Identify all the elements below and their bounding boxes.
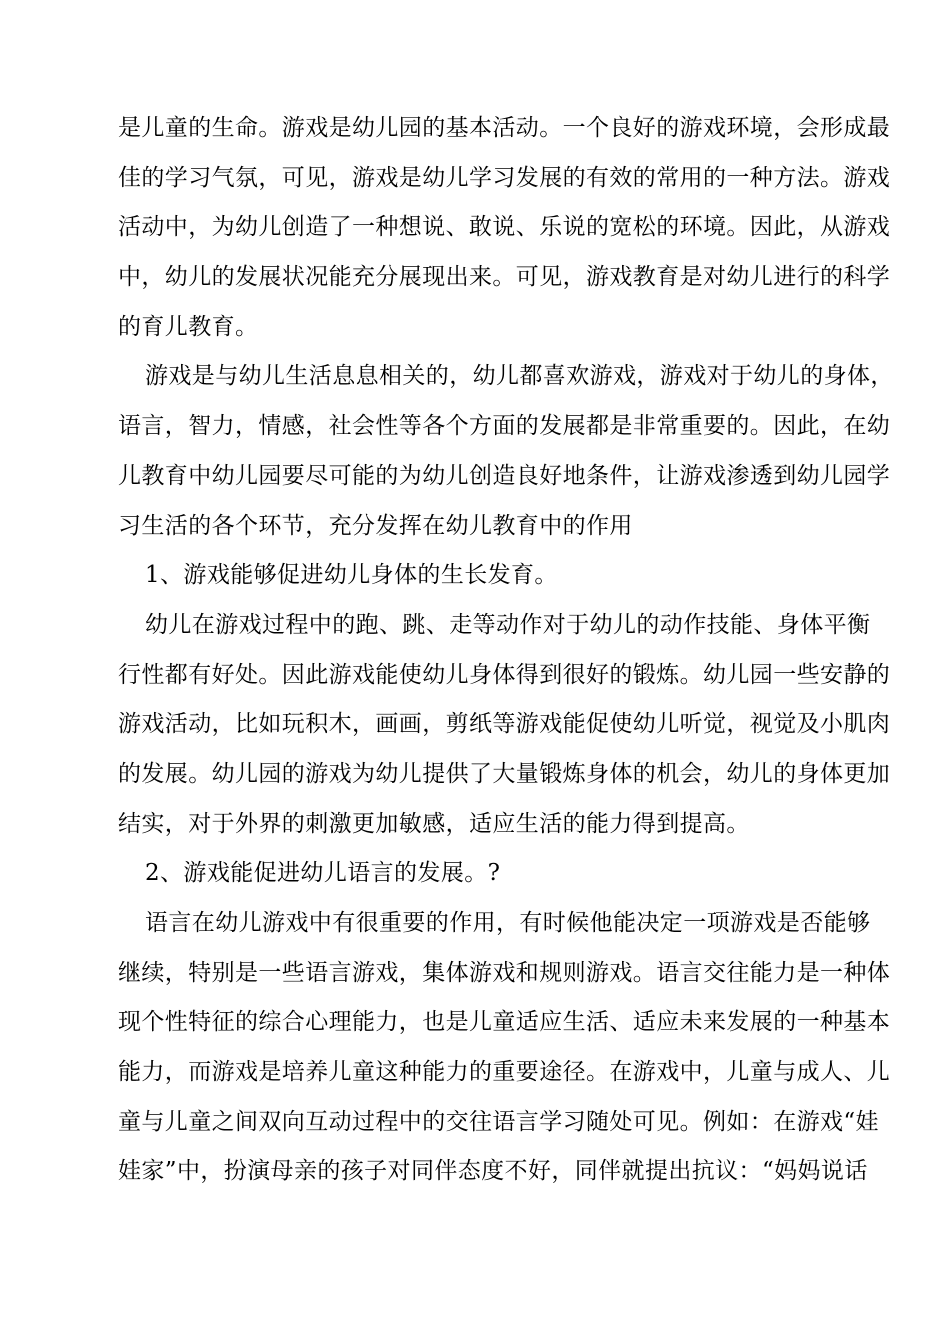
text-line: 习生活的各个环节，充分发挥在幼儿教育中的作用 [118, 512, 633, 539]
text-line: 游戏活动，比如玩积木，画画，剪纸等游戏能促使幼儿听觉，视觉及小肌肉 [118, 711, 891, 738]
text-line: 儿教育中幼儿园要尽可能的为幼儿创造良好地条件，让游戏渗透到幼儿园学 [118, 462, 891, 489]
text-line: 的育儿教育。 [118, 313, 259, 340]
text-line: 童与儿童之间双向互动过程中的交往语言学习随处可见。例如：在游戏“娃 [118, 1108, 879, 1135]
text-line: 能力，而游戏是培养儿童这种能力的重要途径。在游戏中，儿童与成人、儿 [118, 1059, 891, 1086]
text-line: 娃家”中，扮演母亲的孩子对同伴态度不好，同伴就提出抗议：“妈妈说话 [118, 1158, 868, 1185]
text-line: 1、游戏能够促进幼儿身体的生长发育。 [145, 562, 558, 589]
document-body [118, 104, 894, 1197]
text-line: 语言，智力，情感，社会性等各个方面的发展都是非常重要的。因此，在幼 [118, 413, 891, 440]
text-line: 中，幼儿的发展状况能充分展现出来。可见，游戏教育是对幼儿进行的科学 [118, 264, 891, 291]
text-line: 结实，对于外界的刺激更加敏感，适应生活的能力得到提高。 [118, 810, 750, 837]
text-line: 的发展。幼儿园的游戏为幼儿提供了大量锻炼身体的机会，幼儿的身体更加 [118, 760, 891, 787]
text-line: 行性都有好处。因此游戏能使幼儿身体得到很好的锻炼。幼儿园一些安静的 [118, 661, 891, 688]
text-line: 游戏是与幼儿生活息息相关的，幼儿都喜欢游戏，游戏对于幼儿的身体， [145, 363, 894, 390]
text-line: 2、游戏能促进幼儿语言的发展。? [145, 860, 501, 887]
text-line: 现个性特征的综合心理能力，也是儿童适应生活、适应未来发展的一种基本 [118, 1009, 891, 1036]
text-line: 幼儿在游戏过程中的跑、跳、走等动作对于幼儿的动作技能、身体平衡 [145, 611, 871, 638]
text-line: 语言在幼儿游戏中有很重要的作用，有时候他能决定一项游戏是否能够 [145, 910, 871, 936]
text-line: 是儿童的生命。游戏是幼儿园的基本活动。一个良好的游戏环境，会形成最 [118, 115, 891, 141]
text-line: 继续，特别是一些语言游戏，集体游戏和规则游戏。语言交往能力是一种体 [118, 959, 891, 986]
text-line: 活动中，为幼儿创造了一种想说、敢说、乐说的宽松的环境。因此，从游戏 [118, 214, 891, 241]
text-line: 佳的学习气氛，可见，游戏是幼儿学习发展的有效的常用的一种方法。游戏 [118, 164, 891, 191]
